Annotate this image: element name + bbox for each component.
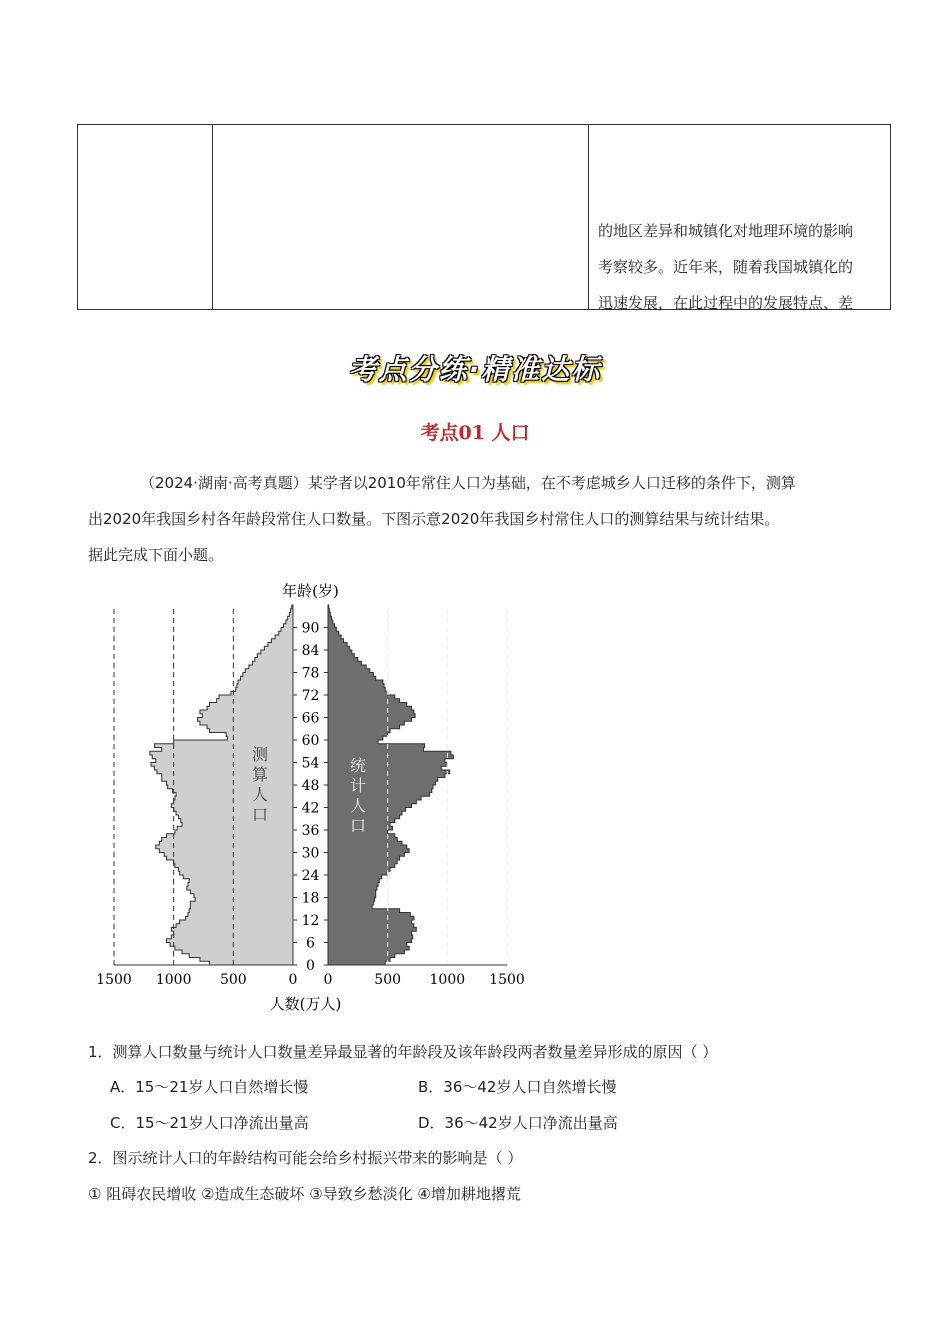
x-tick-label: 0 xyxy=(323,972,333,988)
right-series-label: 口 xyxy=(349,816,367,835)
x-tick-label: 0 xyxy=(288,972,298,988)
y-tick-label: 18 xyxy=(301,890,320,907)
table-line: 迅速发展，在此过程中的发展特点、差 xyxy=(598,294,854,312)
section-title: 考点01 人口 xyxy=(420,422,530,444)
question-2: 2．图示统计人口的年龄结构可能会给乡村振兴带来的影响是（ ） xyxy=(88,1149,523,1167)
question-1: 1．测算人口数量与统计人口数量差异最显著的年龄段及该年龄段两者数量差异形成的原因（ ） xyxy=(88,1043,718,1061)
series-measured-population xyxy=(150,605,293,965)
left-series-label: 口 xyxy=(251,805,269,824)
option-b[interactable]: B．36～42岁人口自然增长慢 xyxy=(418,1078,617,1096)
y-tick-label: 48 xyxy=(301,778,320,794)
y-tick-label: 54 xyxy=(301,755,320,772)
x-tick-label: 1500 xyxy=(96,972,132,988)
y-tick-label: 30 xyxy=(301,845,320,862)
y-tick-label: 6 xyxy=(306,935,315,952)
y-tick-label: 90 xyxy=(301,620,320,637)
right-series-label: 计 xyxy=(349,776,367,795)
y-tick-label: 12 xyxy=(301,913,320,929)
y-tick-label: 24 xyxy=(301,868,320,884)
y-axis-label: 年龄(岁) xyxy=(282,582,339,600)
x-tick-label: 500 xyxy=(219,972,247,988)
intro-line: 据此完成下面小题。 xyxy=(88,546,224,564)
table-cell-text xyxy=(598,213,888,321)
table-divider xyxy=(212,125,213,309)
option-a[interactable]: A．15～21岁人口自然增长慢 xyxy=(110,1078,309,1096)
option-d[interactable]: D．36～42岁人口净流出量高 xyxy=(418,1114,618,1132)
y-tick-label: 36 xyxy=(301,823,320,839)
x-tick-label: 500 xyxy=(374,972,402,988)
right-series-label: 统 xyxy=(349,756,367,775)
option-c[interactable]: C．15～21岁人口净流出量高 xyxy=(110,1114,309,1132)
x-axis-label: 人数(万人) xyxy=(269,995,342,1013)
y-tick-label: 60 xyxy=(301,733,320,749)
x-tick-label: 1500 xyxy=(489,972,525,988)
population-pyramid-chart xyxy=(90,575,540,1020)
table-line: 的地区差异和城镇化对地理环境的影响 xyxy=(598,222,854,240)
y-tick-label: 84 xyxy=(301,643,320,659)
intro-paragraph xyxy=(88,465,868,573)
x-tick-label: 1000 xyxy=(429,972,466,988)
y-tick-label: 66 xyxy=(301,710,320,727)
table-line: 考察较多。近年来，随着我国城镇化的 xyxy=(598,258,854,276)
left-series-label: 测 xyxy=(251,745,269,764)
y-tick-label: 0 xyxy=(306,958,315,974)
table-divider xyxy=(588,125,589,309)
y-tick-label: 42 xyxy=(301,800,320,817)
left-series-label: 算 xyxy=(251,765,269,784)
y-tick-label: 78 xyxy=(301,665,320,682)
left-series-label: 人 xyxy=(251,785,269,804)
series-statistical-population xyxy=(328,605,453,965)
section-banner: 考点分练·精准达标 xyxy=(348,353,602,386)
intro-line: （2024·湖南·高考真题）某学者以2010年常住人口为基础，在不考虑城乡人口迁移的条件下，测算 xyxy=(140,474,796,492)
question-2-statements: ① 阻碍农民增收 ②造成生态破坏 ③导致乡愁淡化 ④增加耕地撂荒 xyxy=(88,1185,521,1203)
intro-line: 出2020年我国乡村各年龄段常住人口数量。下图示意2020年我国乡村常住人口的测算结果与统计结果。 xyxy=(88,510,780,528)
x-tick-label: 1000 xyxy=(155,972,192,988)
y-tick-label: 72 xyxy=(301,688,320,704)
right-series-label: 人 xyxy=(349,796,367,815)
header-table xyxy=(77,124,891,310)
